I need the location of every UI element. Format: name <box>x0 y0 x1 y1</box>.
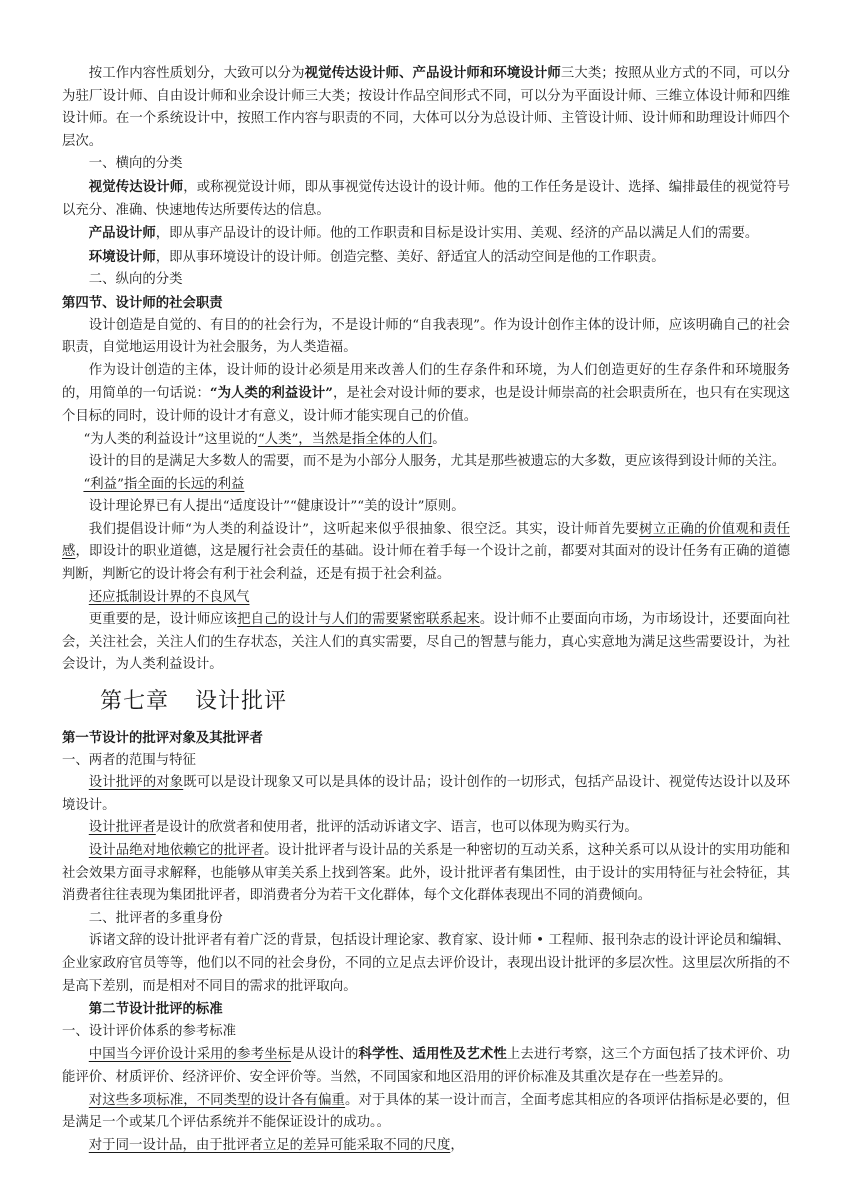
paragraph-social-6: 设计理论界已有人提出“适度设计”“健康设计”“美的设计”原则。 <box>88 499 465 515</box>
paragraph-critique-6: 对这些多项标准，不同类型的设计各有偏重。对于具体的某一设计而言，全面考虑其相应的各项评估指标是必要的，但是满足一个或某几个评估系统并不能保证设计的成功。。 <box>62 1092 791 1131</box>
paragraph-social-2: 作为设计创造的主体，设计师的设计必须是用来改善人们的生存条件和环境，为人们创造更好的生存条件和环境服务的，用简单的一句话说：“为人类的利益设计”，是社会对设计师的要求，也是设计师崇高的社会职责所在，也只有在实现这个目标的同时，设计师的设计才有意义，设计师才能实现自己的价值。 <box>62 362 791 424</box>
bold-three-types: 视觉传达设计师、产品设计师和环境设计师 <box>304 65 561 81</box>
paragraph-critique-3: 设计品绝对地依赖它的批评者。设计批评者与设计品的关系是一种密切的互动关系，这种关系可以从设计的实用功能和社会效果方面寻求解释，也能够从审美关系上找到答案。此外，设计批评者有集团性，由于设计的实用特征与社会特征，其消费者往往表现为集团批评者，即消费者分为若干文化群体，每个文化群体表现出不同的消费倾向。 <box>62 843 791 904</box>
section-heading-social-duty: 第四节、设计师的社会职责 <box>62 294 223 311</box>
paragraph-social-4: 设计的目的是满足大多数人的需要，而不是为小部分人服务，尤其是那些被遗忘的大多数，更应该得到设计师的关注。 <box>88 454 786 470</box>
paragraph-social-8: 还应抵制设计界的不良风气 <box>88 589 250 605</box>
paragraph-product-designer: 产品设计师，即从事产品设计的设计师。他的工作职责和目标是设计实用、美观、经济的产品以满足人们的需要。 <box>88 225 759 242</box>
paragraph-environment-designer: 环境设计师，即从事环境设计的设计师。创造完整、美好、舒适宜人的活动空间是他的工作职责。 <box>88 248 665 265</box>
paragraph-social-9: 更重要的是，设计师应该把自己的设计与人们的需要紧密联系起来。设计师不止要面向市场，为市场设计，还要面向社会，关注社会，关注人们的生存状态，关注人们的真实需要，尽自己的智慧与能力，真心实意地为满足这些需要设计，为社会设计，为人类利益设计。 <box>62 612 791 673</box>
paragraph-critique-2: 设计批评者是设计的欣赏者和使用者，批评的活动诉诸文字、语言，也可以体现为购买行为。 <box>88 820 638 836</box>
paragraph-designer-classification: 按工作内容性质划分，大致可以分为视觉传达设计师、产品设计师和环境设计师三大类；按照从业方式的不同，可以分为驻厂设计师、自由设计师和业余设计师三大类；按设计作品空间形式不同，可以分为平面设计师、三维立体设计师和四维设计师。在一个系统设计中，按照工作内容与职责的不同，大体可以分为总设计师、主管设计师、设计师和助理设计师四个层次。 <box>62 65 791 149</box>
section-heading-critique-objects: 第一节设计的批评对象及其批评者 <box>62 730 263 747</box>
heading-horizontal-classification: 一、横向的分类 <box>88 156 183 172</box>
section-heading-critique-standards: 第二节设计批评的标准 <box>88 1001 223 1018</box>
paragraph-critique-5: 中国当今评价设计采用的参考坐标是从设计的科学性、适用性及艺术性上去进行考察，这三个方面包括了技术评价、功能评价、材质评价、经济评价、安全评价等。当然，不同国家和地区沿用的评价标准及其重次是存在一些差异的。 <box>62 1046 791 1085</box>
chapter-title: 第七章 设计批评 <box>100 689 288 715</box>
paragraph-critique-1: 设计批评的对象既可以是设计现象又可以是具体的设计品；设计创作的一切形式，包括产品设计、视觉传达设计以及环境设计。 <box>62 775 790 813</box>
paragraph-social-7: 我们提倡设计师“为人类的利益设计”，这听起来似乎很抽象、很空泛。其实，设计师首先要树立正确的价值观和责任感，即设计的职业道德，这是履行社会责任的基础。设计师在着手每一个设计之前，都要对其面对的设计任务有正确的道德判断，判断它的设计将会有利于社会利益，还是有损于社会利益。 <box>62 521 790 583</box>
paragraph-visual-designer: 视觉传达设计师，或称视觉设计师，即从事视觉传达设计的设计师。他的工作任务是设计、选择、编排最佳的视觉符号以充分、准确、快速地传达所要传达的信息。 <box>62 178 790 218</box>
paragraph-social-3: “为人类的利益设计”这里说的“人类”，当然是指全体的人们。 <box>83 431 446 447</box>
heading-reference-standards: 一、设计评价体系的参考标准 <box>62 1023 237 1039</box>
paragraph-critique-7: 对于同一设计品，由于批评者立足的差异可能采取不同的尺度， <box>88 1137 464 1153</box>
paragraph-social-5: “利益”指全面的长远的利益 <box>83 476 245 492</box>
heading-critic-identity: 二、批评者的多重身份 <box>88 910 223 926</box>
heading-range-features: 一、两者的范围与特征 <box>62 752 196 768</box>
paragraph-critique-4: 诉诸文辞的设计批评者有着广泛的背景，包括设计理论家、教育家、设计师 • 工程师、报刊杂志的设计评论员和编辑、企业家政府官员等等，他们以不同的社会身份，不同的立足点去评价设计，表现出设计批评的多层次性。这里层次所指的不是高下差别，而是相对不同目的需求的批评取向。 <box>62 933 790 994</box>
underlined-mankind: “人类”，当然是指全体的人们 <box>257 431 433 447</box>
heading-vertical-classification: 二、纵向的分类 <box>88 272 183 288</box>
paragraph-social-1: 设计创造是自觉的、有目的的社会行为，不是设计师的“自我表现”。作为设计创作主体的设计师，应该明确自己的社会职责，自觉地运用设计为社会服务，为人类造福。 <box>62 317 790 356</box>
